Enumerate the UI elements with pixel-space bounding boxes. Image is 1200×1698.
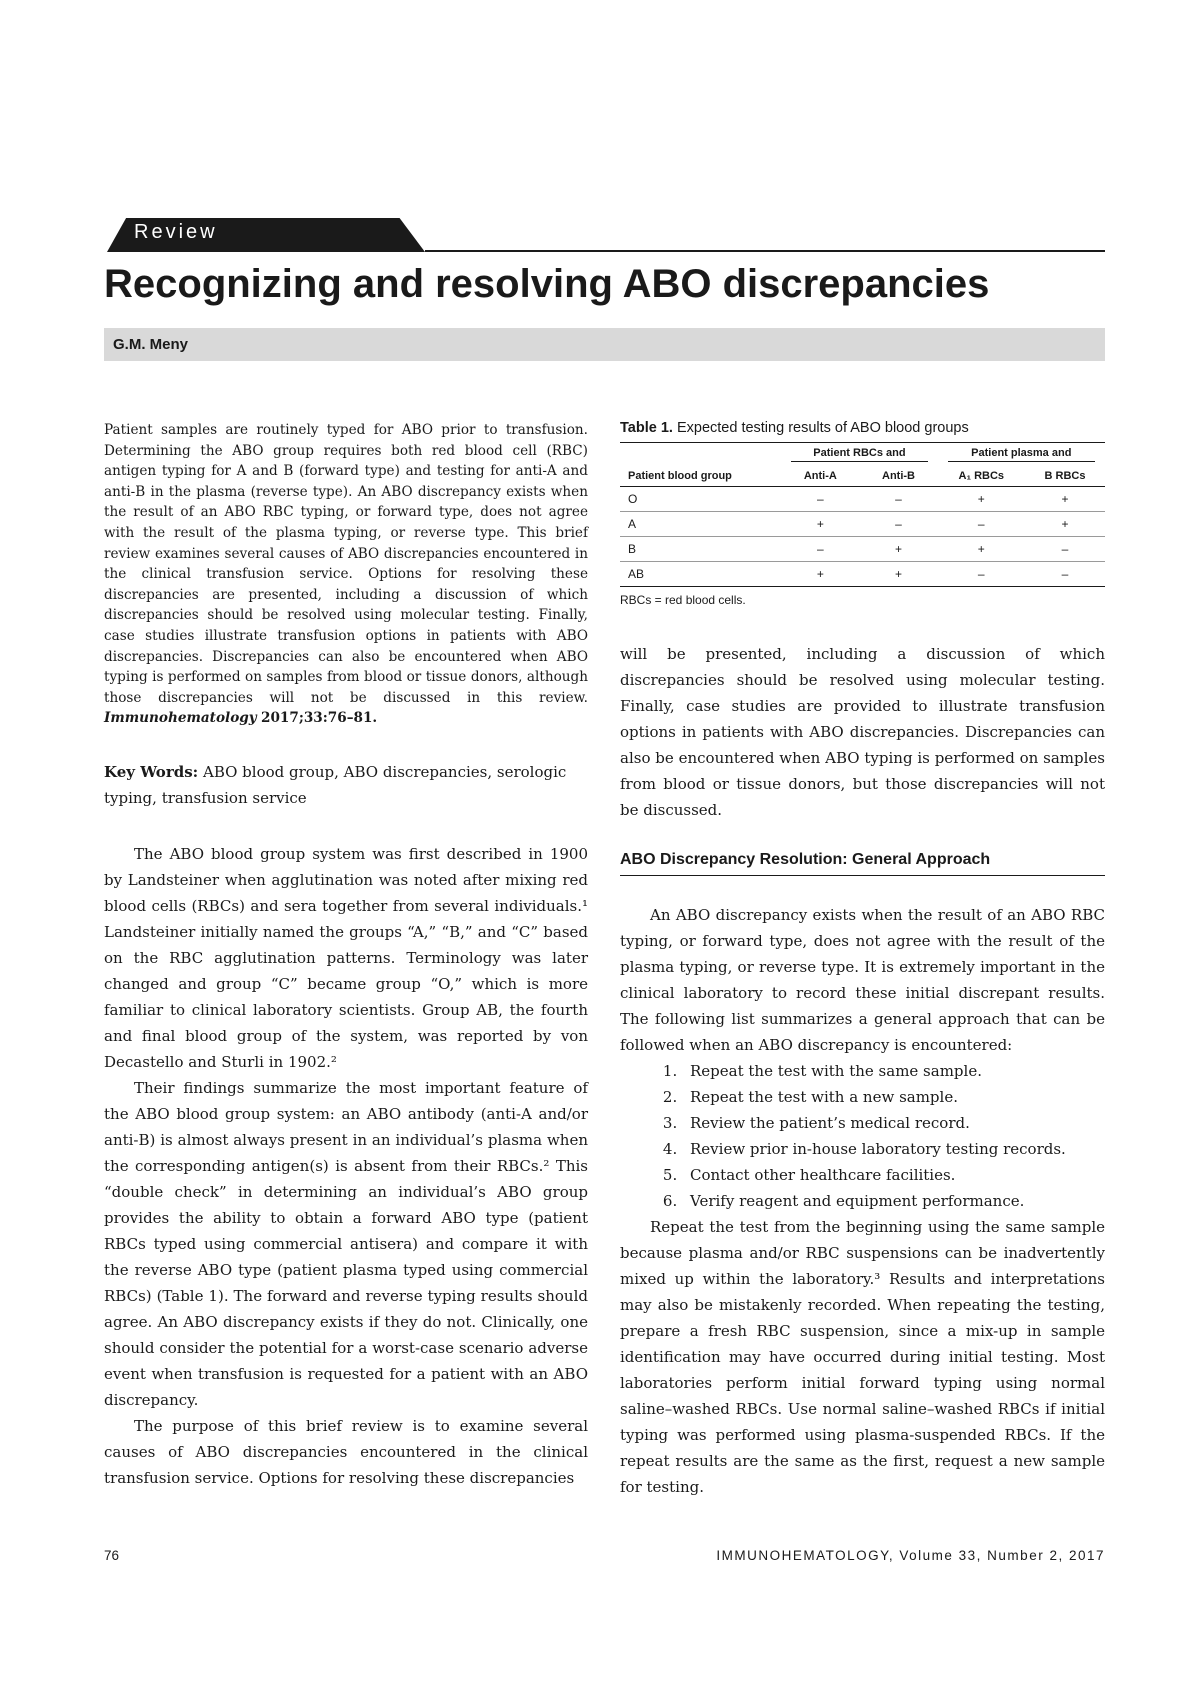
cell-b-rbcs: – [1025,562,1105,587]
body-left [104,841,588,1491]
author-name: G.M. Meny [113,336,189,353]
paragraph: The ABO blood group system was first described in 1900 by Landsteiner when agglutination was noted after mixing red blood cells (RBCs) and sera together from several individuals.¹ Landsteiner initially named the groups “A,” “B,” and “C” based on the RBC agglutination patterns. Terminology was later changed and group “C” became group “O,” which is more familiar to clinical laboratory scientists. Group AB, the fourth and final blood group of the system, was reported by von Decastello and Sturli in 1902.² [104,844,588,1071]
table-group-header-plasma: Patient plasma and [938,443,1105,467]
paragraph: The purpose of this brief review is to examine several causes of ABO discrepancies encountered in the clinical transfusion service. Options for resolving these discrepancies [104,1416,588,1487]
cell-b-rbcs: + [1025,512,1105,537]
cell-anti-b: – [859,487,937,512]
abstract-citation: 2017;33:76–81. [261,710,378,727]
cell-group: A [620,512,781,537]
article-title: Recognizing and resolving ABO discrepancies [104,262,990,306]
abo-results-table [620,442,1105,587]
body-right [620,641,1105,1500]
list-item: 1. Repeat the test with the same sample. [682,1058,1105,1084]
table-group-header-rbcs: Patient RBCs and [781,443,937,467]
cell-anti-a: + [781,512,859,537]
abstract [104,420,588,729]
col-header-group: Patient blood group [620,466,781,487]
list-item: 2. Repeat the test with a new sample. [682,1084,1105,1110]
paragraph: An ABO discrepancy exists when the result of an ABO RBC typing, or forward type, does not agree with the result of the plasma typing, or reverse type. It is extremely important in the clinical laboratory to record these initial discrepant results. The following list summarizes a general approach that can be followed when an ABO discrepancy is encountered: [620,906,1105,1054]
author-bar [104,328,1105,361]
page-number: 76 [104,1548,120,1563]
table-header-empty [620,443,781,467]
keywords-text: ABO blood group, ABO discrepancies, serologic typing, transfusion service [104,762,567,807]
col-header-b-rbcs: B RBCs [1025,466,1105,487]
right-column [620,420,1105,1500]
cell-anti-b: – [859,512,937,537]
cell-group: B [620,537,781,562]
journal-info: IMMUNOHEMATOLOGY, Volume 33, Number 2, 2017 [716,1548,1105,1563]
cell-anti-b: + [859,562,937,587]
paragraph: Repeat the test from the beginning using the same sample because plasma and/or RBC suspensions can be inadvertently mixed up within the laboratory.³ Results and interpretations may also be mistakenly recorded. When repeating the testing, prepare a fresh RBC suspension, since a mix-up in sample identification may have occurred during initial testing. Most laboratories perform initial forward typing using normal saline–washed RBCs. Use normal saline–washed RBCs if initial typing was performed using plasma-suspended RBCs. If the repeat results are the same as the first, request a new sample for testing. [620,1218,1105,1496]
table-group-header-row [620,443,1105,467]
list-item: 3. Review the patient’s medical record. [682,1110,1105,1136]
cell-anti-a: – [781,537,859,562]
col-header-anti-b: Anti-B [859,466,937,487]
cell-a1-rbcs: + [938,537,1025,562]
cell-a1-rbcs: – [938,512,1025,537]
list-item: 4. Review prior in-house laboratory testing records. [682,1136,1105,1162]
table-caption [620,420,1105,436]
header-rule [425,250,1105,252]
cell-group: O [620,487,781,512]
section-heading: ABO Discrepancy Resolution: General Approach [620,851,1105,876]
list-item: 5. Contact other healthcare facilities. [682,1162,1105,1188]
paragraph: Their findings summarize the most important feature of the ABO blood group system: an ABO antibody (anti-A and/or anti-B) is almost always present in an individual’s plasma when the corresponding antigen(s) is absent from their RBCs.² This “double check” in determining an individual’s ABO group provides the ability to obtain a forward ABO type (patient RBCs typed using commercial antisera) and compare it with the reverse ABO type (patient plasma typed using commercial RBCs) (Table 1). The forward and reverse typing results should agree. An ABO discrepancy exists if they do not. Clinically, one should consider the potential for a worst-case scenario adverse event when transfusion is requested for a patient with an ABO discrepancy. [104,1078,588,1409]
section-label: Review [134,221,218,243]
cell-a1-rbcs: + [938,487,1025,512]
table-row [620,537,1105,562]
table-row [620,512,1105,537]
left-column [104,420,588,1491]
cell-a1-rbcs: – [938,562,1025,587]
table-number: Table 1. [620,420,673,436]
paragraph: will be presented, including a discussion of which discrepancies should be resolved using molecular testing. Finally, case studies are provided to illustrate transfusion options in patients with ABO discrepancies. Discrepancies can also be encountered when ABO typing is performed on samples from blood or tissue donors, but those discrepancies will not be discussed. [620,645,1105,819]
list-item: 6. Verify reagent and equipment performance. [682,1188,1105,1214]
col-header-a1-rbcs: A₁ RBCs [938,466,1025,487]
cell-anti-a: + [781,562,859,587]
table-row [620,562,1105,587]
abstract-journal: Immunohematology [104,710,257,727]
abstract-text: Patient samples are routinely typed for ABO prior to transfusion. Determining the ABO group requires both red blood cell (RBC) antigen typing for A and B (forward type) and testing for anti-A and anti-B in the plasma (reverse type). An ABO discrepancy exists when the result of an ABO RBC typing, or forward type, does not agree with the result of the plasma typing, or reverse type. This brief review examines several causes of ABO discrepancies encountered in the clinical transfusion service. Options for resolving these discrepancies are presented, including a discussion of which discrepancies should be resolved using molecular testing. Finally, case studies illustrate transfusion options in patients with ABO discrepancies. Discrepancies can also be encountered when ABO typing is performed on samples from blood or tissue donors, although those discrepancies will not be discussed in this review. [104,422,588,706]
cell-b-rbcs: – [1025,537,1105,562]
keywords-label: Key Words: [104,762,199,781]
table-header-row [620,466,1105,487]
section-body [620,902,1105,1500]
cell-b-rbcs: + [1025,487,1105,512]
keywords [104,759,588,811]
steps-list [620,1058,1105,1214]
cell-anti-a: – [781,487,859,512]
table-note: RBCs = red blood cells. [620,593,746,607]
cell-group: AB [620,562,781,587]
table-caption-text: Expected testing results of ABO blood groups [676,420,969,436]
col-header-anti-a: Anti-A [781,466,859,487]
cell-anti-b: + [859,537,937,562]
table-row [620,487,1105,512]
